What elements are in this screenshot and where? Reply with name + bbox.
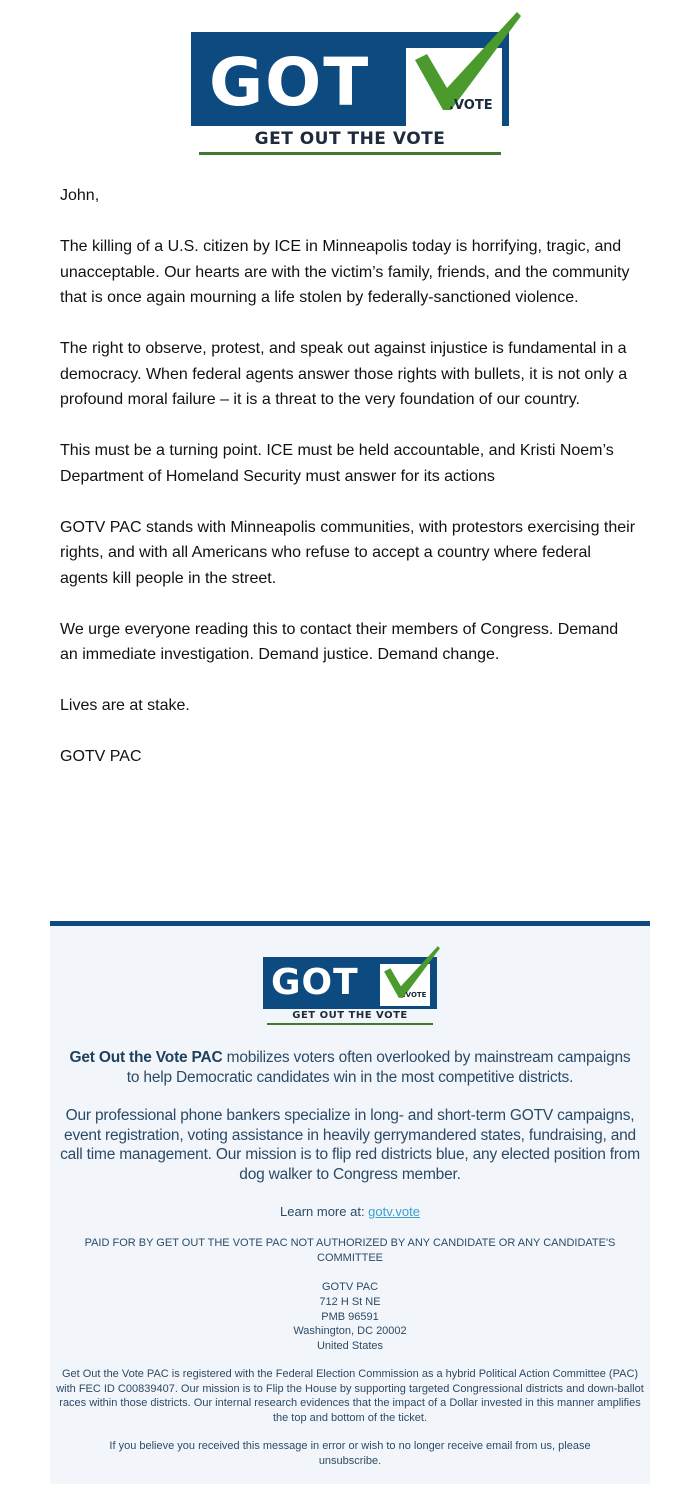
website-link[interactable]: gotv.vote xyxy=(368,1204,420,1219)
address-city: Washington, DC 20002 xyxy=(293,1325,407,1338)
address-name: GOTV PAC xyxy=(321,1281,379,1293)
paragraph-solidarity: GOTV PAC stands with Minneapolis communities, with protestors exercising their rights, and with all Americans who refuse to accept a country where federal agents kill people in the street. xyxy=(60,518,636,587)
paragraph-condolence: The killing of a U.S. citizen by ICE in Minneapolis today is horrifying, tragic, and unacceptable. Our hearts are with the victim’s family, friends, and the community that is once again mourning a life stolen by federally-sanctioned violence. xyxy=(60,238,630,306)
signature: GOTV PAC xyxy=(60,748,142,765)
org-name: Get Out the Vote PAC xyxy=(69,1049,223,1066)
address-box: PMB 96591 xyxy=(321,1310,379,1323)
address-country: United States xyxy=(316,1340,384,1353)
learn-more-label: Learn more at: xyxy=(280,1204,369,1219)
logo-tagline: GET OUT THE VOTE xyxy=(292,1010,408,1021)
header-logo xyxy=(191,10,521,160)
checkmark-icon xyxy=(413,10,523,112)
unsubscribe-notice[interactable]: If you believe you received this message in error or wish to no longer receive email from us, please unsubscribe. xyxy=(109,1440,591,1467)
paragraph-stakes: Lives are at stake. xyxy=(60,697,190,714)
paid-for-disclaimer: PAID FOR BY GET OUT THE VOTE PAC NOT AUTHORIZED BY ANY CANDIDATE OR ANY CANDIDATE'S COMMITTEE xyxy=(84,1237,616,1264)
paragraph-accountability: This must be a turning point. ICE must be held accountable, and Kristi Noem’s Department of Homeland Security must answer for its actions xyxy=(60,442,614,485)
greeting: John, xyxy=(60,187,100,204)
logo-got-text: GOT xyxy=(271,962,359,1003)
logo-domain-text: .VOTE xyxy=(449,98,493,113)
footer-services: Our professional phone bankers specialize in long- and short-term GOTV campaigns, event registration, voting assistance in heavily gerrymandered states, fundraising, and call time management. Our mission is to flip red districts blue, any elected position from dog walker to Congress member. xyxy=(60,1107,640,1183)
address-street: 712 H St NE xyxy=(319,1295,381,1308)
mailing-address xyxy=(50,1280,650,1354)
footer-about xyxy=(50,1048,650,1087)
about-text: mobilizes voters often overlooked by mainstream campaigns to help Democratic candidates win in the most competitive districts. xyxy=(126,1049,631,1086)
logo-domain-text: .VOTE xyxy=(403,991,427,999)
logo-tagline: GET OUT THE VOTE xyxy=(254,129,446,149)
learn-more xyxy=(50,1203,650,1220)
email-body xyxy=(60,183,640,795)
logo-underline xyxy=(199,152,501,155)
fec-notice: Get Out the Vote PAC is registered with the Federal Election Commission as a hybrid Political Action Committee (PAC) with FEC ID C00839407. Our mission is to Flip the House by supporting targeted Congressional districts and down-ballot races within those districts. Our internal research evidences that the impact of a Dollar invested in this manner amplifies the top and bottom of the ticket. xyxy=(56,1368,644,1424)
paragraph-call-to-action: We urge everyone reading this to contact their members of Congress. Demand an immediate investigation. Demand justice. Demand change. xyxy=(60,620,619,663)
paragraph-rights: The right to observe, protest, and speak out against injustice is fundamental in a democracy. When federal agents answer those rights with bullets, it is not only a profound moral failure – it is a threat to the very foundation of our country. xyxy=(60,340,628,408)
logo-got-text: GOT xyxy=(209,44,371,121)
footer-content xyxy=(50,921,650,1484)
